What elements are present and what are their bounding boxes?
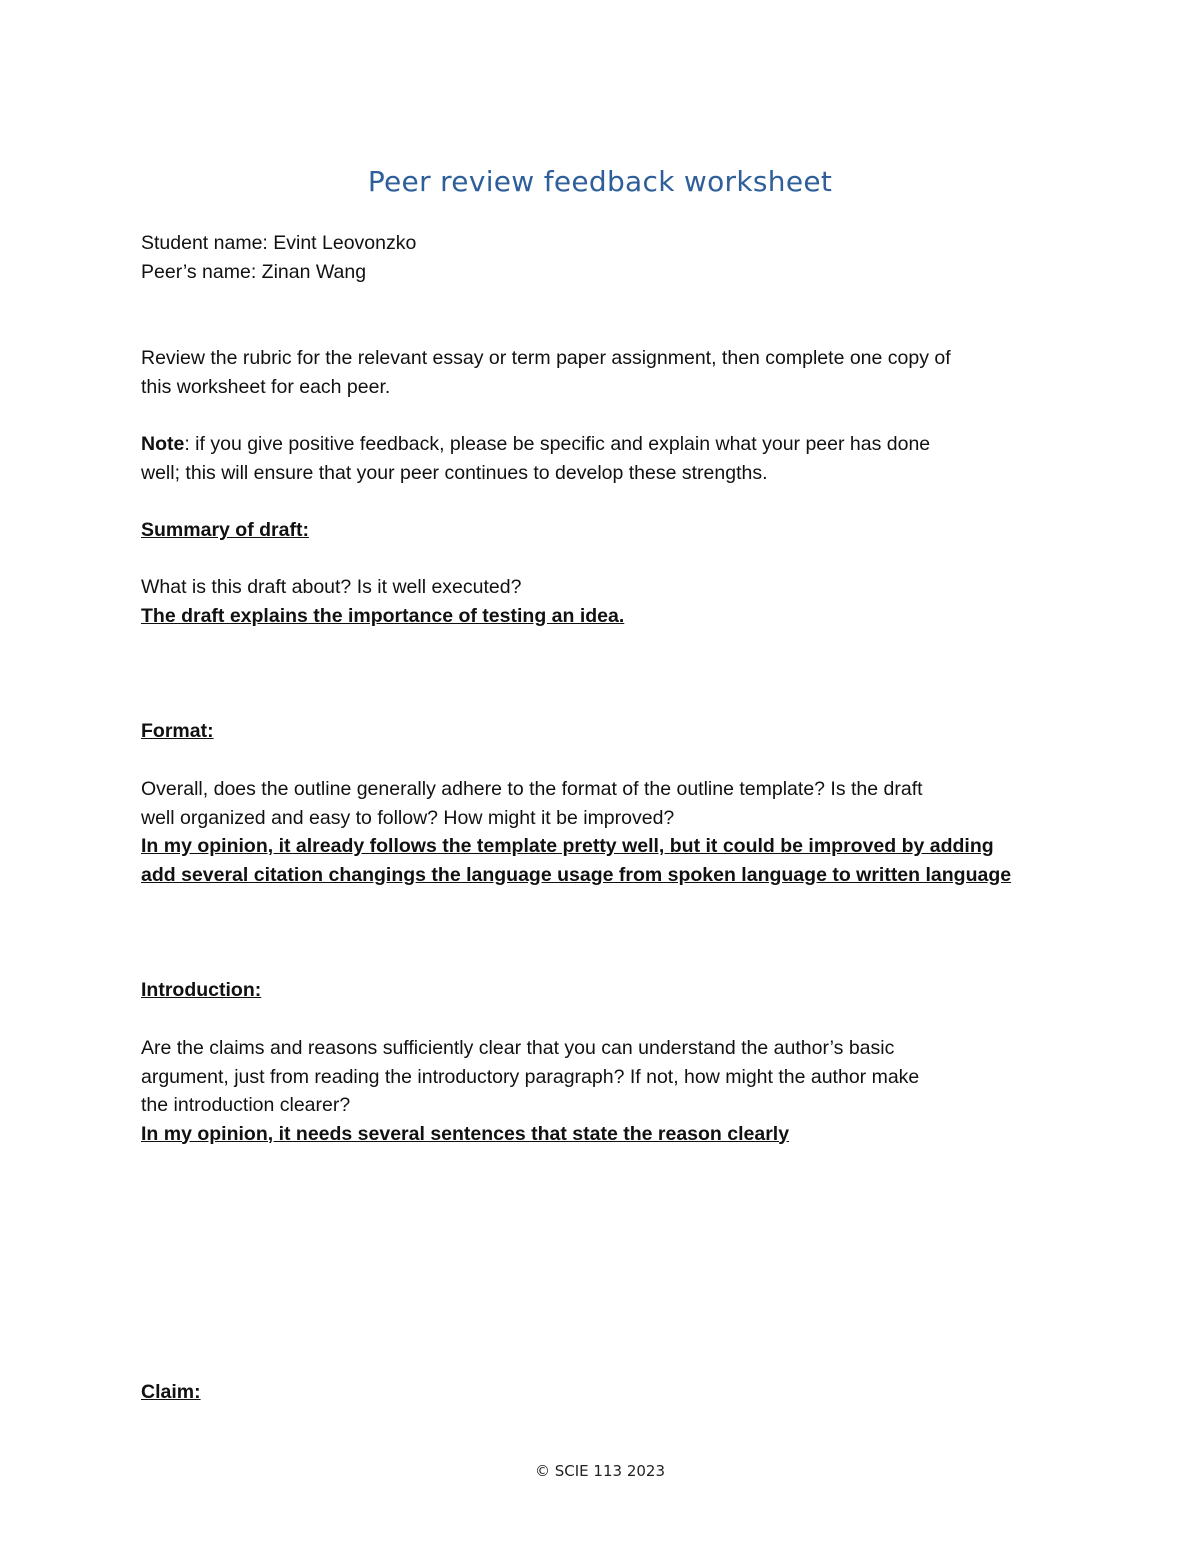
- peer-name: Peer’s name: Zinan Wang: [141, 260, 367, 283]
- summary-heading: Summary of draft:: [141, 519, 309, 541]
- format-body: [141, 775, 1061, 889]
- format-answer-line-1: In my opinion, it already follows the template pretty well, but it could be improved by adding: [141, 835, 994, 857]
- summary-section: [141, 516, 1061, 545]
- introduction-section: [141, 976, 1061, 1005]
- introduction-question-line-3: the introduction clearer?: [141, 1094, 351, 1116]
- introduction-body: [141, 1034, 1061, 1148]
- introduction-question-line-2: argument, just from reading the introductory paragraph? If not, how might the author make: [141, 1065, 920, 1088]
- note-label: Note: [141, 433, 185, 455]
- note-text: : if you give positive feedback, please be specific and explain what your peer has done: [184, 433, 931, 455]
- introduction-answer: In my opinion, it needs several sentences that state the reason clearly: [141, 1122, 790, 1145]
- format-heading: Format:: [141, 720, 214, 742]
- student-name: Student name: Evint Leovonzko: [141, 232, 417, 254]
- name-block: [141, 229, 1061, 286]
- note-paragraph: [141, 430, 1061, 487]
- instructions-line-1: Review the rubric for the relevant essay or term paper assignment, then complete one copy of: [141, 347, 951, 369]
- page-footer: © SCIE 113 2023: [534, 1462, 665, 1480]
- instructions-paragraph: [141, 344, 1061, 401]
- introduction-question-line-1: Are the claims and reasons sufficiently clear that you can understand the author’s basic: [141, 1037, 895, 1059]
- introduction-heading: Introduction:: [141, 979, 262, 1001]
- page-title: Peer review feedback worksheet: [367, 165, 833, 198]
- format-answer-line-2: add several citation changings the language usage from spoken language to written language: [141, 863, 1012, 886]
- format-section: [141, 717, 1061, 746]
- format-question-line-2: well organized and easy to follow? How might it be improved?: [141, 806, 675, 829]
- summary-body: [141, 573, 1061, 630]
- format-question-line-1: Overall, does the outline generally adhere to the format of the outline template? Is the draft: [141, 778, 923, 800]
- claim-section: [141, 1378, 1061, 1407]
- summary-answer: The draft explains the importance of testing an idea.: [141, 604, 625, 627]
- instructions-line-2: this worksheet for each peer.: [141, 375, 391, 398]
- note-line-2: well; this will ensure that your peer continues to develop these strengths.: [141, 461, 768, 484]
- claim-heading: Claim:: [141, 1381, 201, 1403]
- summary-question: What is this draft about? Is it well executed?: [141, 576, 522, 598]
- note-line-1: [141, 430, 1061, 459]
